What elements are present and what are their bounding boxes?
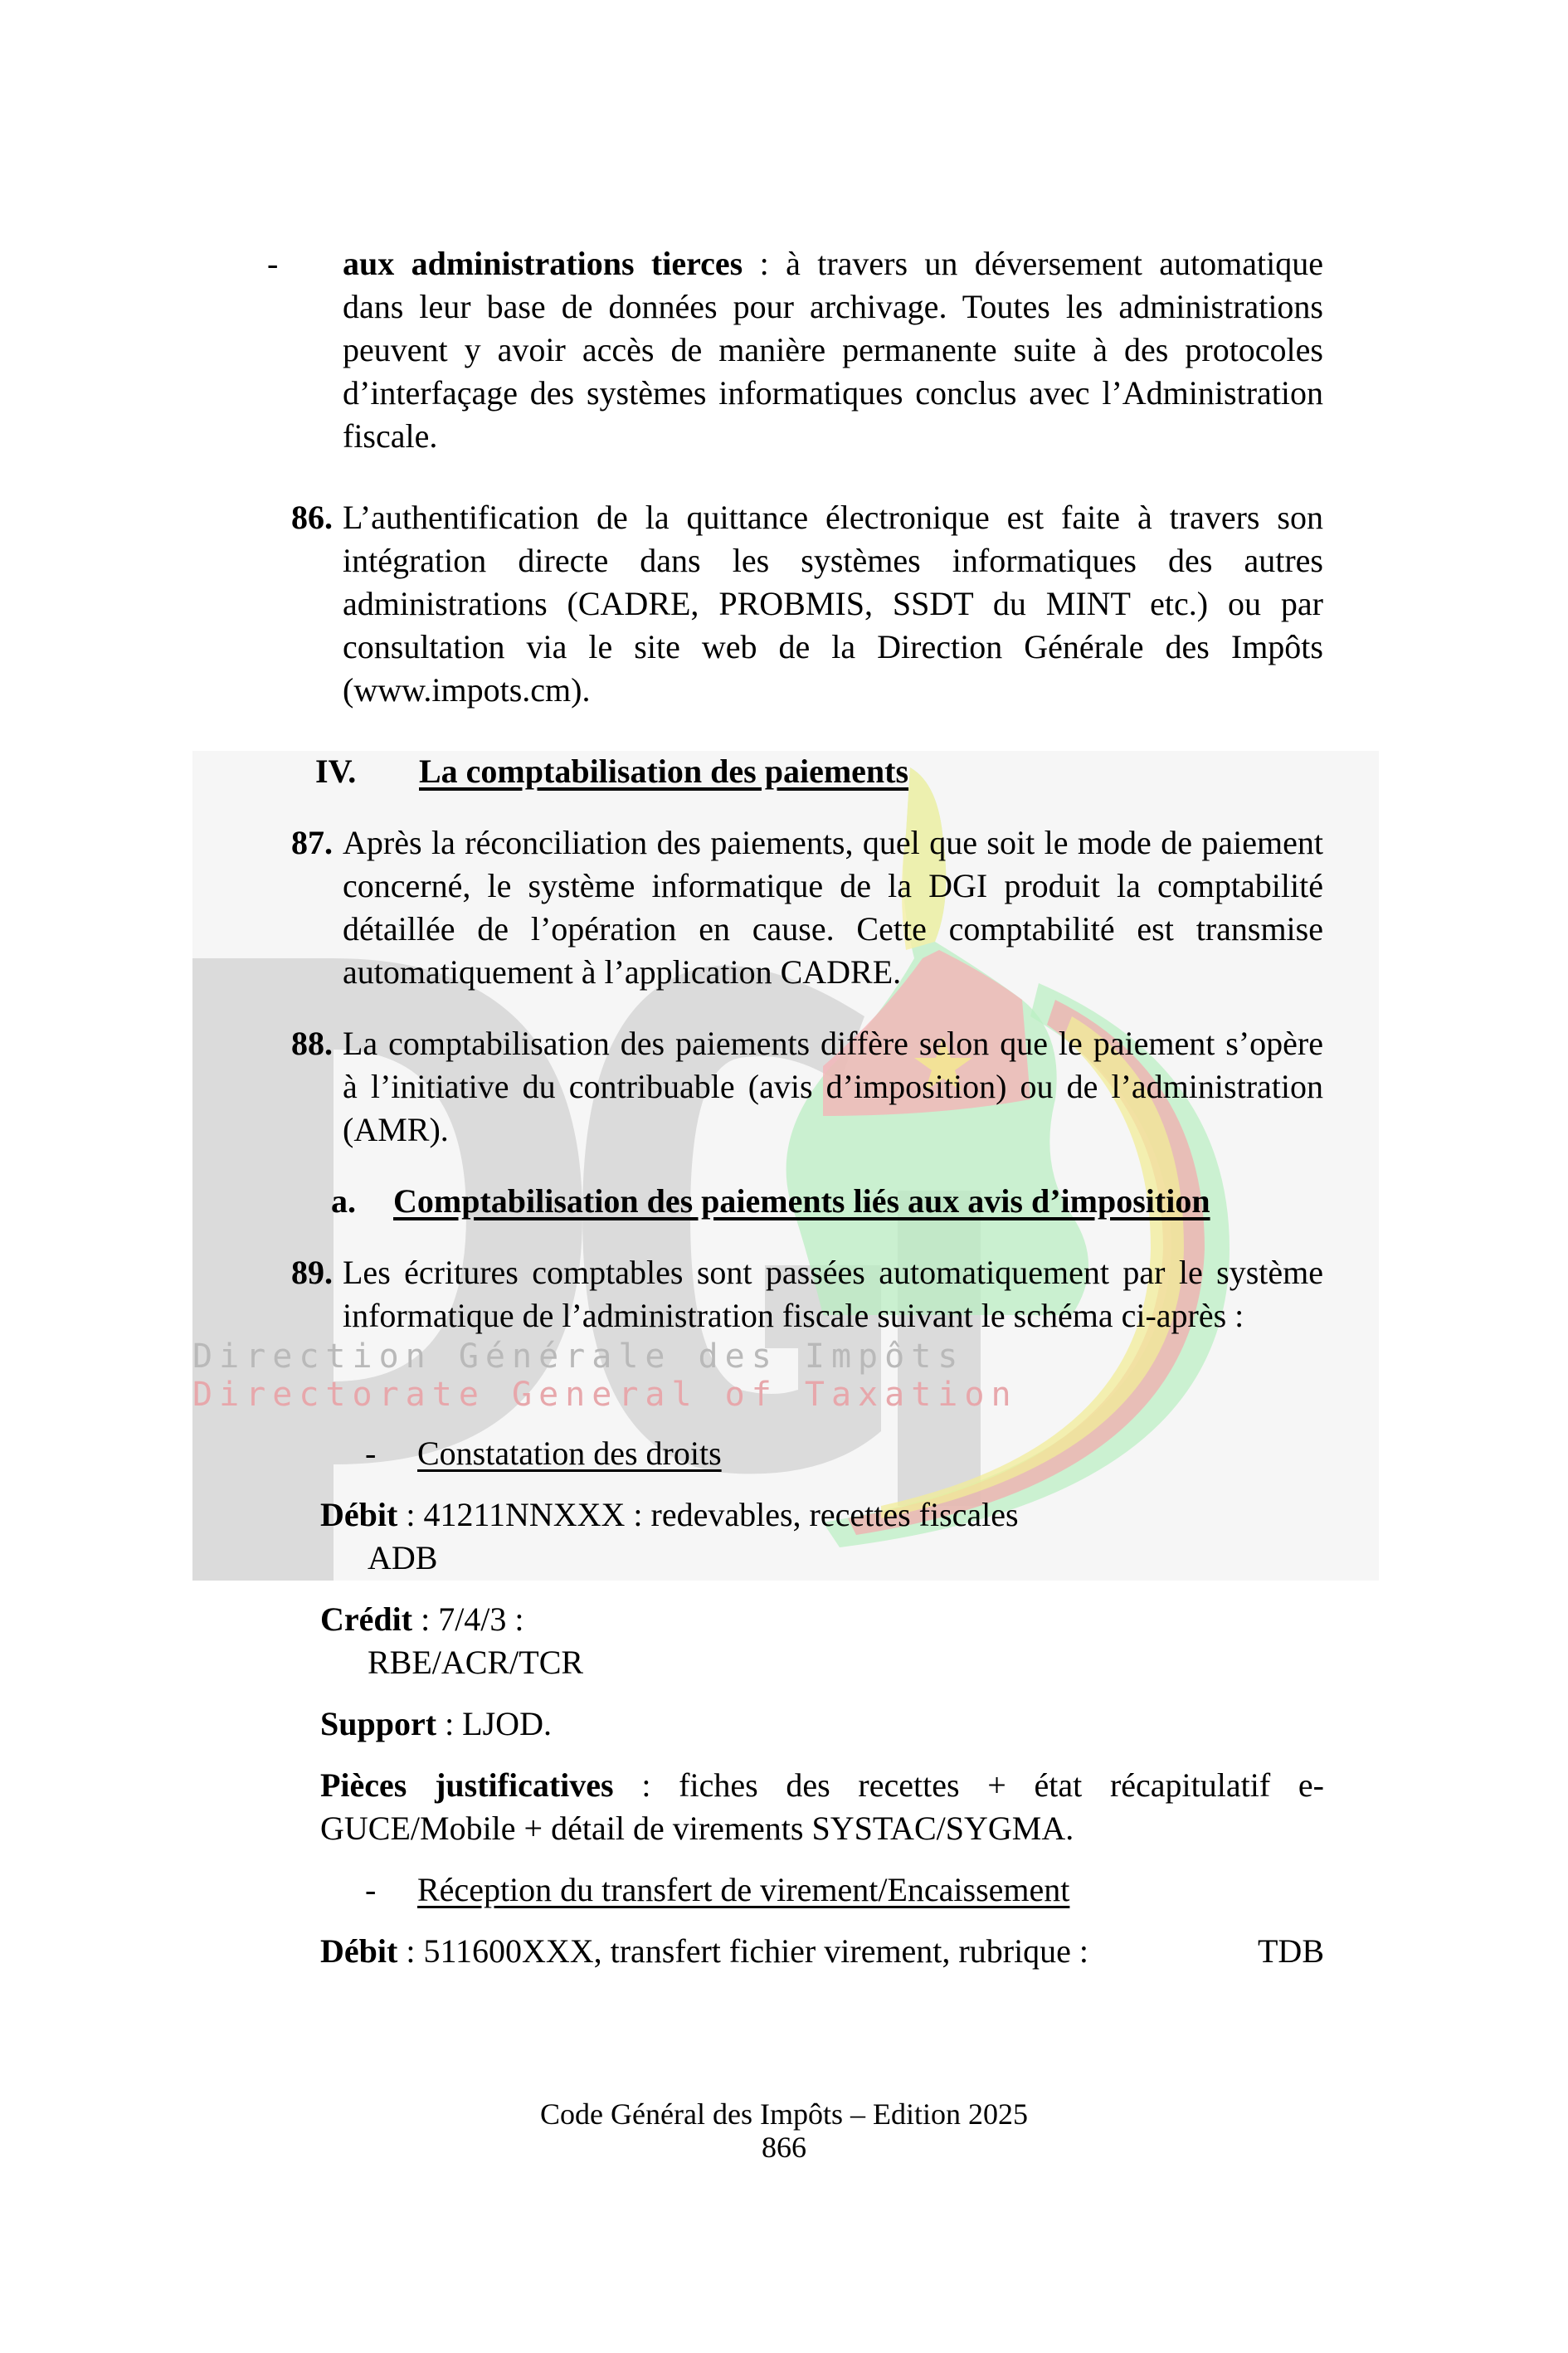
paragraph-87 [291,821,1323,994]
paragraph-89 [291,1251,1323,1337]
entry-code: TDB [1258,1932,1324,1970]
watermark-text-fr: Direction Générale des Impôts [192,1337,965,1376]
bullet-dash: - [267,245,279,282]
page-number: 866 [762,2131,806,2164]
paragraph-text: L’authentification de la quittance électronique est faite à travers son intégration directe dans les systèmes informatiques des autres administrations (CADRE, PROBMIS, SSDT du MINT etc.) ou par consultation via le site web de la Direction Générale des Impôts (www.impots.cm). [343,499,1323,709]
entry-debit-encaissement [320,1930,1324,1973]
subsection-title: Comptabilisation des paiements liés aux avis d’imposition [393,1182,1210,1220]
entry-text: : LJOD. [436,1705,552,1742]
entry-text: : 511600XXX, transfert fichier virement, rubrique : [397,1932,1089,1970]
entry-label: Crédit [320,1600,413,1638]
sub-item-reception-transfert [365,1868,1568,1912]
paragraph-86 [291,496,1323,712]
sub-item-dash: - [365,1435,377,1472]
paragraph-number: 88. [291,1025,333,1062]
entry-label: Débit [320,1932,398,1970]
entry-label: Pièces justificatives [320,1766,614,1804]
entry-continuation: ADB [368,1539,438,1576]
paragraph-text: Les écritures comptables sont passées automatiquement par le système informatique de l’administration fiscale suivant le schéma ci-après : [343,1254,1323,1334]
watermark-text-en: Directorate General of Taxation [192,1376,1018,1414]
paragraph-text: La comptabilisation des paiements diffère selon que le paiement s’opère à l’initiative du contribuable (avis d’imposition) ou de l’administration (AMR). [343,1025,1323,1148]
section-number: IV. [315,753,357,790]
entry-support [320,1703,1324,1746]
bullet-administrations-tierces [267,242,1323,458]
paragraph-number: 86. [291,499,333,536]
sub-item-title: Réception du transfert de virement/Encaissement [417,1871,1070,1908]
entry-text: : 41211NNXXX : redevables, recettes fiscales [397,1496,1019,1533]
entry-pieces-justificatives [320,1764,1324,1850]
sub-item-constatation-des-droits [365,1432,1568,1475]
section-heading [315,750,1568,793]
sub-item-dash: - [365,1871,377,1908]
entry-text: : fiches des recettes + état récapitulatif e-GUCE/Mobile + détail de virements SYSTAC/SYGMA. [320,1766,1324,1847]
paragraph-text: Après la réconciliation des paiements, quel que soit le mode de paiement concerné, le système informatique de la DGI produit la comptabilité détaillée de l’opération en cause. Cette comptabilité est transmise automatiquement à l’application CADRE. [343,824,1323,991]
entry-text: : 7/4/3 : [412,1600,524,1638]
sub-item-title: Constatation des droits [417,1435,722,1472]
paragraph-number: 89. [291,1254,333,1291]
entry-label: Débit [320,1496,398,1533]
footer [0,2097,1568,2263]
paragraph-number: 87. [291,824,333,861]
entry-debit-constatation [320,1493,1324,1580]
bullet-text: : à travers un déversement automatique dans leur base de données pour archivage. Toutes les administrations peuvent y avoir accès de manière permanente suite à des protocoles d’interfaçage des systèmes informatiques conclus avec l’Administration fiscale. [343,245,1323,455]
entry-credit [320,1598,1324,1684]
entry-main [320,1930,1088,1973]
subsection-number: a. [331,1182,356,1220]
section-title: La comptabilisation des paiements [419,753,909,790]
subsection-heading [331,1180,1568,1223]
entry-label: Support [320,1705,437,1742]
bullet-bold-lead: aux administrations tierces [343,245,743,282]
footer-title: Code Général des Impôts – Edition 2025 [540,2097,1028,2131]
paragraph-88 [291,1022,1323,1152]
entry-continuation: RBE/ACR/TCR [368,1644,584,1681]
